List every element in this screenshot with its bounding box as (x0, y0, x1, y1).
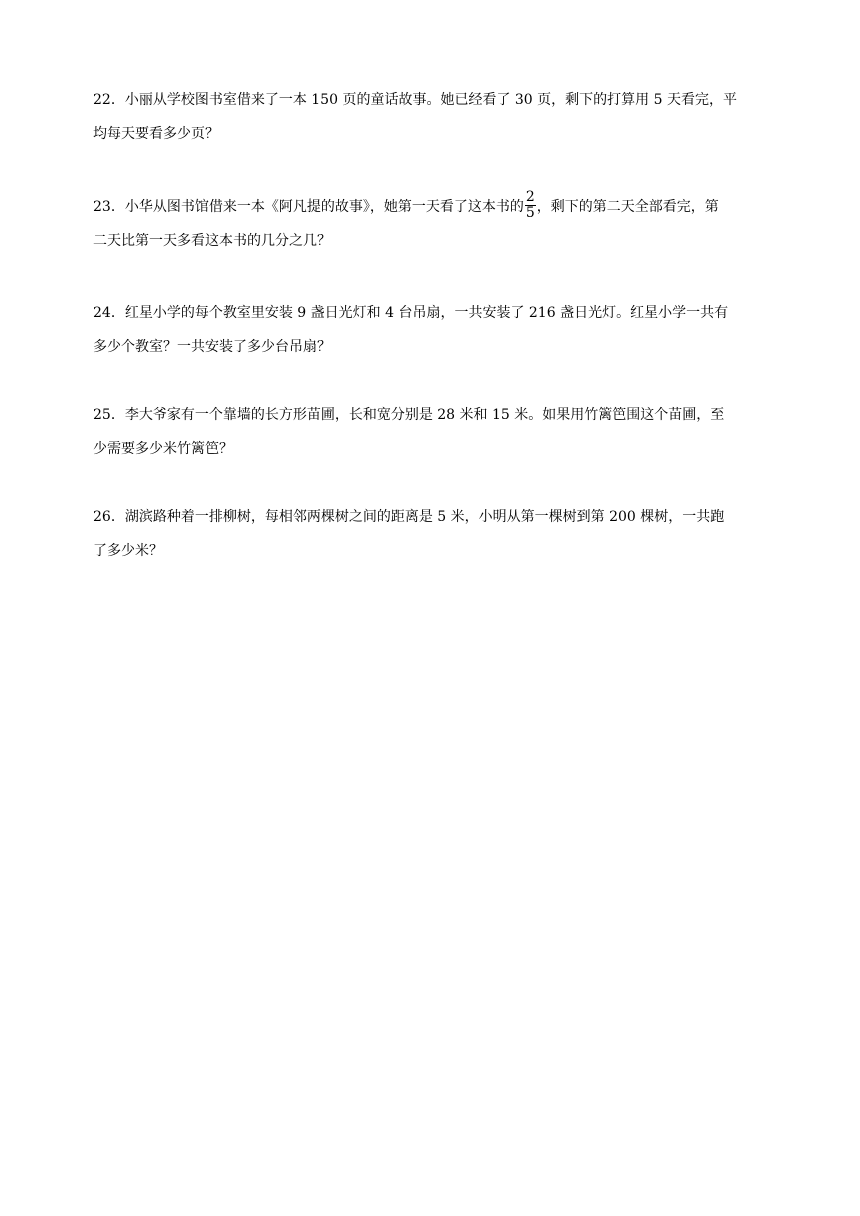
fraction-numerator: 2 (525, 188, 535, 205)
question-number: 23． (93, 199, 125, 215)
fraction (525, 190, 536, 221)
question-26-line-1 (93, 500, 769, 534)
question-text: 小丽从学校图书室借来了一本 150 页的童话故事。她已经看了 30 页，剩下的打算用 5 天看完，平 (124, 92, 737, 108)
question-23 (93, 190, 769, 258)
question-24 (93, 296, 769, 364)
question-24-line-1 (93, 296, 769, 330)
question-26-line-2: 了多少米？ (93, 543, 163, 559)
question-text: 小华从图书馆借来一本《阿凡提的故事》，她第一天看了这本书的 (124, 199, 524, 215)
question-number: 24． (93, 305, 125, 321)
question-number: 22． (93, 92, 125, 108)
question-text: 红星小学的每个教室里安装 9 盏日光灯和 4 台吊扇，一共安装了 216 盏日光灯。红星小学一共有 (124, 305, 729, 321)
question-22 (93, 83, 769, 151)
question-22-line-1 (93, 83, 769, 117)
question-25 (93, 398, 769, 466)
question-number: 25． (93, 407, 125, 423)
question-25-line-1 (93, 398, 769, 432)
question-number: 26． (93, 509, 125, 525)
question-26 (93, 500, 769, 568)
fraction-denominator: 5 (525, 204, 535, 221)
question-23-line-1 (93, 190, 769, 224)
question-22-line-2: 均每天要看多少页？ (93, 126, 219, 142)
question-text: 湖滨路种着一排柳树，每相邻两棵树之间的距离是 5 米，小明从第一棵树到第 200 棵树，一共跑 (124, 509, 725, 525)
question-25-line-2: 少需要多少米竹篱笆？ (93, 441, 233, 457)
question-text-continued: ，剩下的第二天全部看完，第 (536, 199, 719, 215)
question-24-line-2: 多少个教室？一共安装了多少台吊扇？ (93, 339, 331, 355)
question-23-line-2: 二天比第一天多看这本书的几分之几？ (93, 233, 331, 249)
question-text: 李大爷家有一个靠墙的长方形苗圃，长和宽分别是 28 米和 15 米。如果用竹篱笆围这个苗圃，至 (124, 407, 725, 423)
